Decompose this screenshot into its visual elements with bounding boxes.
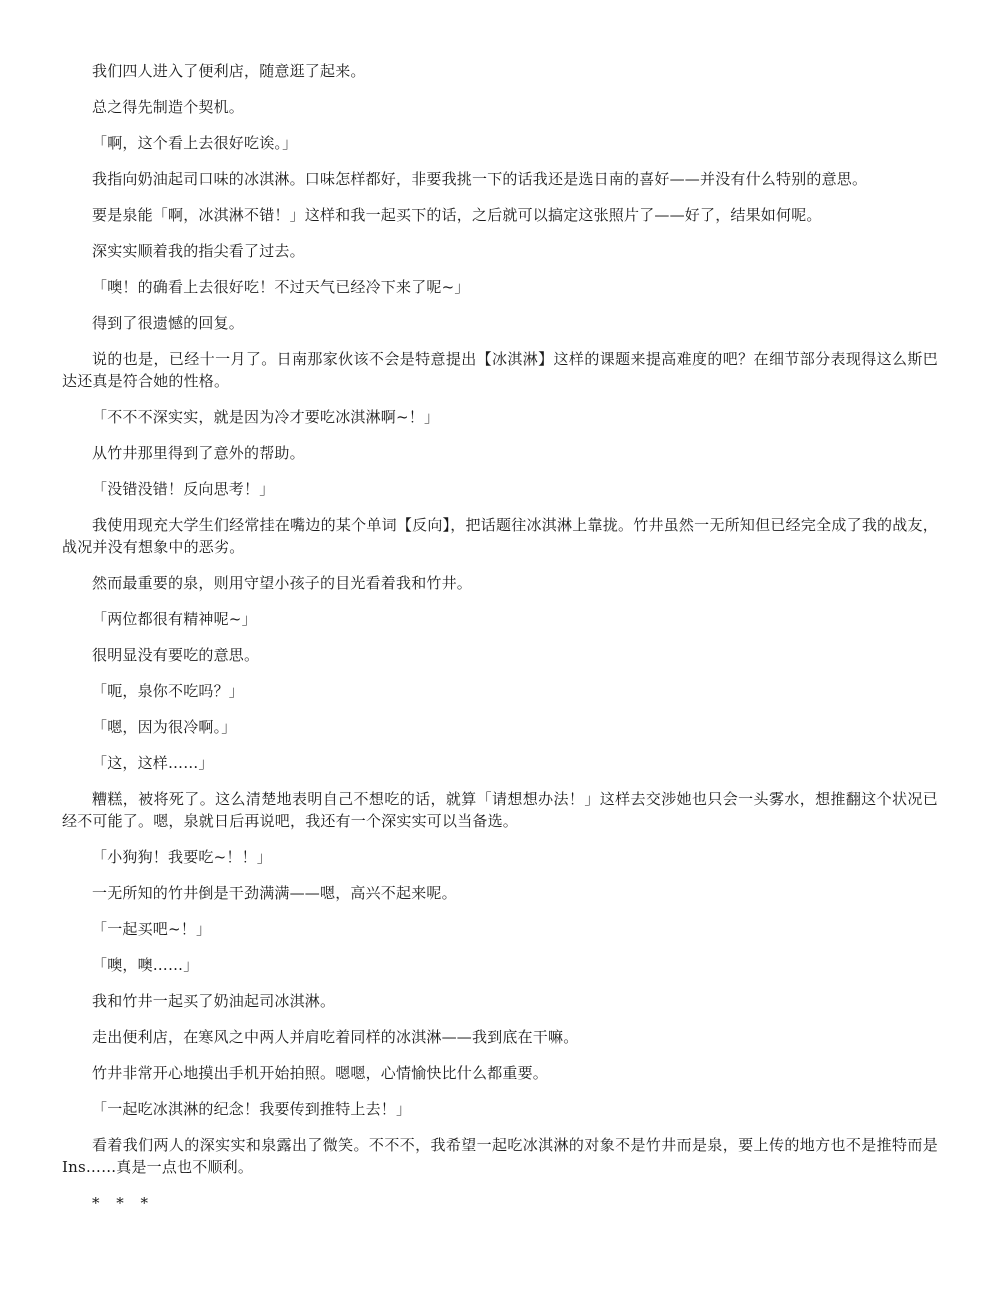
document-body [62,60,938,1214]
paragraph: 我和竹井一起买了奶油起司冰淇淋。 [92,992,336,1010]
paragraph: 「两位都很有精神呢~」 [92,610,257,628]
paragraph: 深实实顺着我的指尖看了过去。 [92,242,305,260]
paragraph: 「嗯，因为很冷啊。」 [92,718,237,736]
paragraph: 总之得先制造个契机。 [92,98,245,116]
paragraph: 「不不不深实实，就是因为冷才要吃冰淇淋啊~！」 [92,408,440,426]
paragraph: 竹井非常开心地摸出手机开始拍照。嗯嗯，心情愉快比什么都重要。 [92,1064,549,1082]
paragraph: 「这，这样……」 [92,754,214,772]
paragraph: 看着我们两人的深实实和泉露出了微笑。不不不，我希望一起吃冰淇淋的对象不是竹井而是泉，要上传的地方也不是推特而是Ins……真是一点也不顺利。 [62,1136,938,1176]
paragraph: 「没错没错！反向思考！」 [92,480,275,498]
paragraph: 「啊，这个看上去很好吃诶。」 [92,134,298,152]
paragraph: 说的也是，已经十一月了。日南那家伙该不会是特意提出【冰淇淋】这样的课题来提高难度的吧？在细节部分表现得这么斯巴达还真是符合她的性格。 [62,350,938,390]
paragraph: 得到了很遗憾的回复。 [92,314,245,332]
paragraph: 「噢！的确看上去很好吃！不过天气已经冷下来了呢~」 [92,278,470,296]
paragraph: 糟糕，被将死了。这么清楚地表明自己不想吃的话，就算「请想想办法！」这样去交涉她也只会一头雾水，想推翻这个状况已经不可能了。嗯，泉就日后再说吧，我还有一个深实实可以当备选。 [62,790,938,830]
paragraph: 「噢，噢……」 [92,956,199,974]
paragraph: 要是泉能「啊，冰淇淋不错！」这样和我一起买下的话，之后就可以搞定这张照片了——好了，结果如何呢。 [92,206,822,224]
paragraph: 「小狗狗！我要吃~！！」 [92,848,272,866]
paragraph: 「一起买吧~！」 [92,920,212,938]
paragraph: 我指向奶油起司口味的冰淇淋。口味怎样都好，非要我挑一下的话我还是选日南的喜好——并没有什么特别的意思。 [92,170,868,188]
paragraph: 然而最重要的泉，则用守望小孩子的目光看着我和竹井。 [92,574,473,592]
paragraph: 「呃，泉你不吃吗？」 [92,682,245,700]
paragraph: 我使用现充大学生们经常挂在嘴边的某个单词【反向】，把话题往冰淇淋上靠拢。竹井虽然一无所知但已经完全成了我的战友，战况并没有想象中的恶劣。 [62,516,938,556]
paragraph: 一无所知的竹井倒是干劲满满——嗯，高兴不起来呢。 [92,884,457,902]
paragraph: 很明显没有要吃的意思。 [92,646,260,664]
paragraph: 走出便利店，在寒风之中两人并肩吃着同样的冰淇淋——我到底在干嘛。 [92,1028,579,1046]
paragraph: 我们四人进入了便利店，随意逛了起来。 [92,62,366,80]
section-separator: * * * [92,1194,155,1212]
paragraph: 「一起吃冰淇淋的纪念！我要传到推特上去！」 [92,1100,412,1118]
paragraph: 从竹井那里得到了意外的帮助。 [92,444,305,462]
